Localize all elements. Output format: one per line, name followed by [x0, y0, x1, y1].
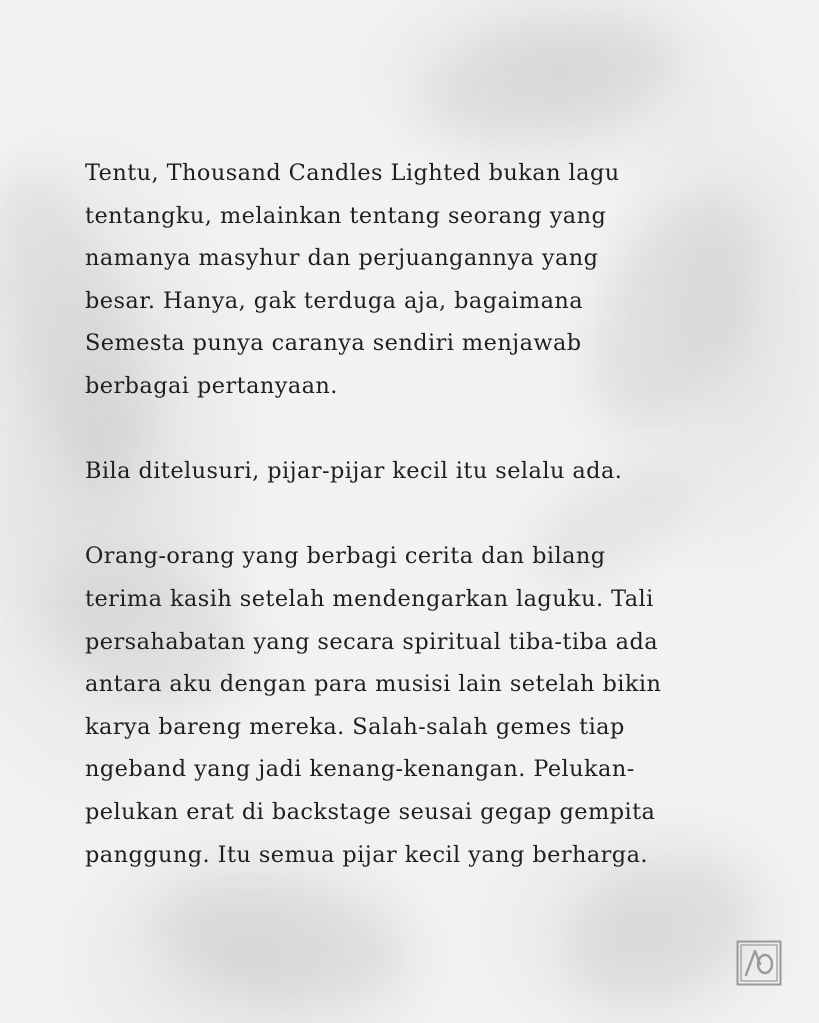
- text-line: Orang-orang yang berbagi cerita dan bilang: [85, 543, 606, 570]
- text-line: Bila ditelusuri, pijar-pijar kecil itu selalu ada.: [85, 458, 623, 485]
- body-text: [85, 152, 755, 876]
- leaf-shadow: [412, 0, 689, 162]
- text-line: Tentu, Thousand Candles Lighted bukan lagu: [85, 160, 620, 186]
- leaf-shadow: [142, 858, 419, 1021]
- text-line: panggung. Itu semua pijar kecil yang berharga.: [85, 841, 648, 868]
- monogram-logo-icon: [736, 940, 782, 986]
- text-line: pelukan erat di backstage seusai gegap gempita: [85, 798, 656, 825]
- paragraph-2: [85, 450, 755, 493]
- text-line: berbagai pertanyaan.: [85, 372, 338, 399]
- text-line: ngeband yang jadi kenang-kenangan. Pelukan-: [85, 756, 635, 783]
- text-line: namanya masyhur dan perjuangannya yang: [85, 245, 599, 272]
- text-line: Semesta punya caranya sendiri menjawab: [85, 330, 582, 357]
- text-line: karya bareng mereka. Salah-salah gemes tiap: [85, 713, 625, 740]
- paragraph-1: [85, 152, 755, 408]
- paragraph-gap: [85, 493, 755, 536]
- text-line: besar. Hanya, gak terduga aja, bagaimana: [85, 287, 584, 314]
- paragraph-3: [85, 535, 755, 876]
- text-line: antara aku dengan para musisi lain setelah bikin: [85, 671, 662, 698]
- text-line: terima kasih setelah mendengarkan laguku. Tali: [85, 585, 654, 612]
- text-line: tentangku, melainkan tentang seorang yang: [85, 202, 607, 229]
- text-line: persahabatan yang secara spiritual tiba-tiba ada: [85, 628, 659, 655]
- paragraph-gap: [85, 408, 755, 451]
